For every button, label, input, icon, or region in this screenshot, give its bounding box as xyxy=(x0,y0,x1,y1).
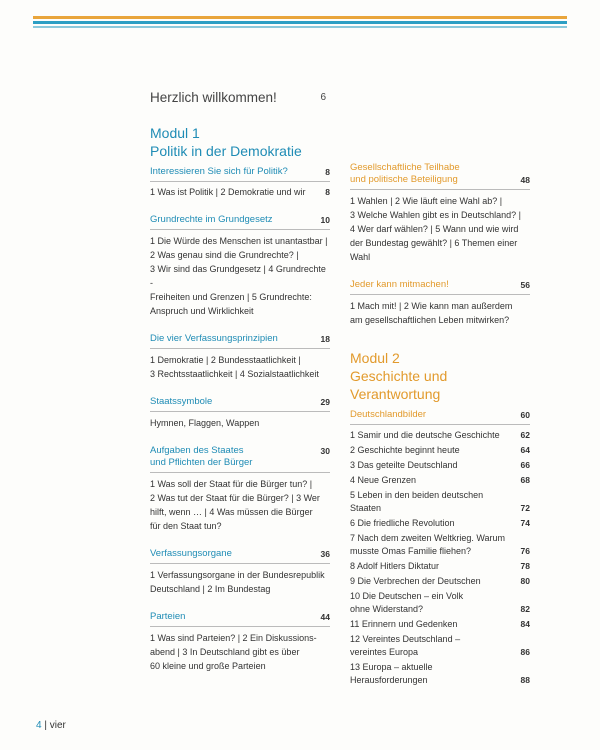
toc-entry[interactable] xyxy=(350,517,530,530)
toc-entry-page: 72 xyxy=(520,503,530,513)
welcome-entry[interactable] xyxy=(150,90,330,105)
toc-entry-text: 13 Europa – aktuelle xyxy=(350,662,433,672)
toc-entry[interactable] xyxy=(350,633,530,659)
footer-separator: | xyxy=(44,720,47,731)
toc-entry-text: 7 Nach dem zweiten Weltkrieg. Warum xyxy=(350,533,506,543)
toc-entry-page: 82 xyxy=(520,604,530,614)
toc-section-grundrechte[interactable]: Grundrechte im Grundgesetz 10 1 Die Würde des Menschen ist unantastbar | 2 Was genau sind die Grundrechte? | 3 Wir sind das Grundgesetz | 4 Grundrechte - Freiheiten und Grenzen | 5 Grundrechte: Anspruch und Wirklichkeit xyxy=(150,214,330,316)
toc-entry-text: Staaten xyxy=(350,503,382,513)
toc-entry-text: 10 Die Deutschen – ein Volk xyxy=(350,591,464,601)
toc-section-aufgaben[interactable]: Aufgaben des Staates und Pflichten der Bürger 30 1 Was soll der Staat für die Bürger tun? | 2 Was tut der Staat für die Bürger? | 3 Wer hilft, wenn … | 4 Was müssen die Bürger für den Staat tun? xyxy=(150,445,330,531)
toc-entry[interactable] xyxy=(350,429,530,442)
stripe-blue xyxy=(33,21,567,24)
toc-entry-page: 78 xyxy=(520,561,530,571)
toc-entry-text: vereintes Europa xyxy=(350,647,419,657)
modul1-title: Modul 1 Politik in der Demokratie xyxy=(150,125,302,159)
toc-entry-page: 88 xyxy=(520,675,530,685)
left-column xyxy=(150,124,330,688)
decorative-stripes xyxy=(33,16,567,30)
toc-entry[interactable] xyxy=(350,444,530,457)
toc-section-mitmachen[interactable]: Jeder kann mitmachen! 56 1 Mach mit! | 2 Wie kann man außerdem am gesellschaftlichen Leben mitwirken? xyxy=(350,279,530,325)
toc-entry[interactable] xyxy=(350,575,530,588)
toc-entry[interactable] xyxy=(350,618,530,631)
toc-entry-text: musste Omas Familie fliehen? xyxy=(350,546,472,556)
stripe-orange xyxy=(33,16,567,19)
toc-entry-text: 6 Die friedliche Revolution xyxy=(350,518,455,528)
toc-section-deutschlandbilder[interactable]: Deutschlandbilder 60 1 Samir und die deutsche Geschichte 62 2 Geschichte beginnt heute 64 3 Das geteilte Deutschland 66 4 Neue Grenzen 68 5 Leben in den beiden deutschen Staaten 72 6 Die friedliche Revolution 74 7 Nach dem zweiten Weltkrieg. Warum musste Omas Familie fliehen? 76 8 Adolf Hitlers Diktatur 78 9 Die Verbrechen der Deutschen 80 10 Die Deutschen – ein Volk ohne Widerstand? 82 11 Erinnern und Gedenken 84 12 Vereintes Deutschland – vereintes Europa 86 13 Europa – aktuelle Herausforderungen 88 xyxy=(350,409,530,685)
toc-entry-text: Herausforderungen xyxy=(350,675,428,685)
toc-entry-text: 3 Das geteilte Deutschland xyxy=(350,460,458,470)
welcome-title: Herzlich willkommen! xyxy=(150,90,277,105)
toc-entry-page: 74 xyxy=(520,518,530,528)
toc-entry-page: 84 xyxy=(520,619,530,629)
page-footer xyxy=(36,720,66,731)
toc-section-staatssymbole[interactable]: Staatssymbole 29 Hymnen, Flaggen, Wappen xyxy=(150,396,330,428)
toc-entry[interactable] xyxy=(350,459,530,472)
toc-entry[interactable] xyxy=(350,560,530,573)
toc-entry-text: 1 Samir und die deutsche Geschichte xyxy=(350,430,500,440)
welcome-page: 6 xyxy=(320,92,326,103)
modul2-title: Modul 2 Geschichte und Verantwortung xyxy=(350,350,448,402)
toc-entry-text: 12 Vereintes Deutschland – xyxy=(350,634,461,644)
toc-entry-text: 8 Adolf Hitlers Diktatur xyxy=(350,561,440,571)
stripe-light-blue xyxy=(33,26,567,28)
toc-entry-page: 76 xyxy=(520,546,530,556)
toc-section-teilhabe[interactable]: Gesellschaftliche Teilhabe und politische Beteiligung 48 1 Wahlen | 2 Wie läuft eine Wahl ab? | 3 Welche Wahlen gibt es in Deutschland? | 4 Wer darf wählen? | 5 Wann und wie wird der Bundestag gewählt? | 6 Themen einer Wahl xyxy=(350,162,530,262)
toc-entry-text: 11 Erinnern und Gedenken xyxy=(350,619,458,629)
toc-entry-page: 80 xyxy=(520,576,530,586)
toc-entry-page: 64 xyxy=(520,445,530,455)
toc-entry-text: 5 Leben in den beiden deutschen xyxy=(350,490,484,500)
deutschlandbilder-entries xyxy=(350,429,530,687)
page-word: vier xyxy=(49,720,66,731)
toc-entry[interactable] xyxy=(350,661,530,687)
toc-entry-text: 2 Geschichte beginnt heute xyxy=(350,445,460,455)
toc-section-verfassungsorgane[interactable]: Verfassungsorgane 36 1 Verfassungsorgane in der Bundesrepublik Deutschland | 2 Im Bundestag xyxy=(150,548,330,594)
toc-entry-text: ohne Widerstand? xyxy=(350,604,424,614)
toc-entry[interactable] xyxy=(350,489,530,515)
page-number: 4 xyxy=(36,720,42,731)
toc-entry[interactable] xyxy=(350,532,530,558)
toc-entry-page: 62 xyxy=(520,430,530,440)
toc-entry-page: 68 xyxy=(520,475,530,485)
toc-entry-text: 4 Neue Grenzen xyxy=(350,475,417,485)
toc-section-politik[interactable]: Interessieren Sie sich für Politik? 8 1 Was ist Politik | 2 Demokratie und wir 8 xyxy=(150,166,330,197)
toc-entry-page: 86 xyxy=(520,647,530,657)
toc-entry[interactable] xyxy=(350,474,530,487)
toc-section-prinzipien[interactable]: Die vier Verfassungsprinzipien 18 1 Demokratie | 2 Bundesstaatlichkeit | 3 Rechtsstaatlichkeit | 4 Sozialstaatlichkeit xyxy=(150,333,330,379)
toc-entry-page: 66 xyxy=(520,460,530,470)
right-column xyxy=(350,162,530,702)
toc-entry-text: 9 Die Verbrechen der Deutschen xyxy=(350,576,481,586)
toc-entry[interactable] xyxy=(350,590,530,616)
toc-section-parteien[interactable]: Parteien 44 1 Was sind Parteien? | 2 Ein Diskussions- abend | 3 In Deutschland gibt es über 60 kleine und große Parteien xyxy=(150,611,330,671)
